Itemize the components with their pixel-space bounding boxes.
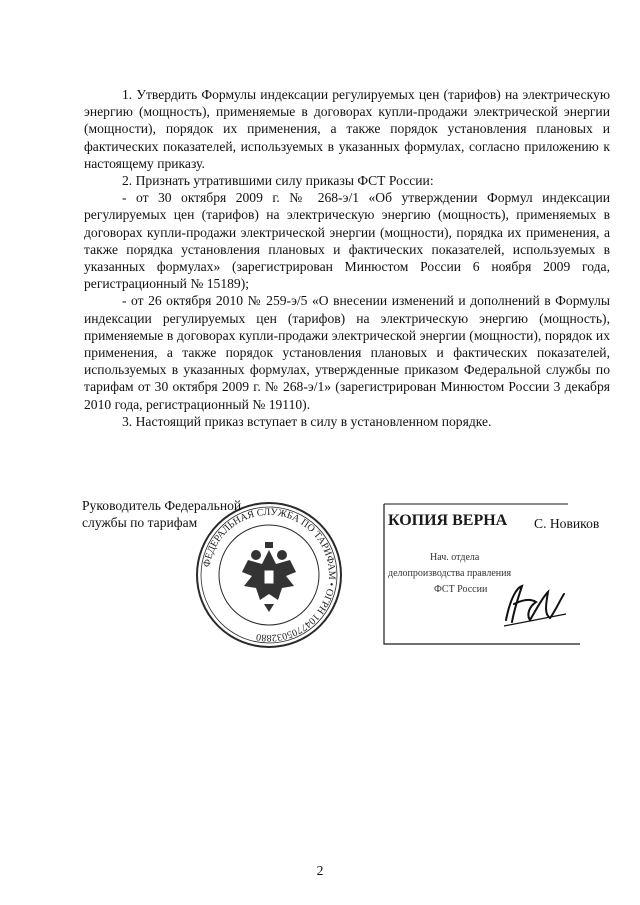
copy-stamp-title: КОПИЯ ВЕРНА — [388, 512, 508, 529]
signatory-position — [82, 497, 272, 531]
copy-stamp-line1: Нач. отдела — [430, 552, 480, 563]
paragraph-2-item-1: - от 30 октября 2009 г. № 268-э/1 «Об утверждении Формул индексации регулируемых цен (тарифов) на электрическую энергию (мощность), применяемых в договорах купли-продажи электрической энергии (мощности), порядка их применения, а также порядка установления плановых и фактических показателей, используемых в указанных формулах» (зарегистрирован Минюстом России 6 ноября 2009 года, регистрационный № 15189); — [84, 190, 610, 292]
handwritten-signature — [500, 580, 570, 628]
document-body — [84, 86, 610, 430]
copy-stamp-line2: делопроизводства правления — [388, 568, 512, 579]
paragraph-2: 2. Признать утратившими силу приказы ФСТ России: — [122, 173, 434, 189]
eagle-emblem-icon — [242, 542, 296, 612]
copy-stamp-line3: ФСТ России — [434, 584, 488, 595]
paragraph-3: 3. Настоящий приказ вступает в силу в установленном порядке. — [122, 413, 492, 429]
page-number: 2 — [316, 863, 324, 878]
signatory-position-line2: службы по тарифам — [82, 515, 198, 530]
signatory-position-line1: Руководитель Федеральной — [82, 498, 242, 513]
paragraph-2-item-2: - от 26 октября 2010 № 259-э/5 «О внесении изменений и дополнений в Формулы индексации регулируемых цен (тарифов) на электрическую энергию (мощность), применяемые в договорах купли-продажи электрической энергии (мощности), порядок их применения, а также порядок установления плановых и фактических показателей, используемых в указанных формулах, утвержденные приказом Федеральной службы по тарифам от 30 октября 2009 г. № 268-э/1» (зарегистрирован Минюстом России 3 декабря 2010 года, регистрационный № 19110). — [84, 293, 610, 412]
seal-outer-text: ФЕДЕРАЛЬНАЯ СЛУЖБА ПО ТАРИФАМ • ОГРН 1047705032880 — [201, 506, 338, 644]
paragraph-1: 1. Утвердить Формулы индексации регулируемых цен (тарифов) на электрическую энергию (мощность), применяемые в договорах купли-продажи электрической энергии (мощности), порядок их применения, а также порядок установления плановых и фактических показателей, используемых в указанных формулах, согласно приложению к настоящему приказу. — [84, 87, 610, 171]
signatory-name: С. Новиков — [534, 516, 600, 531]
